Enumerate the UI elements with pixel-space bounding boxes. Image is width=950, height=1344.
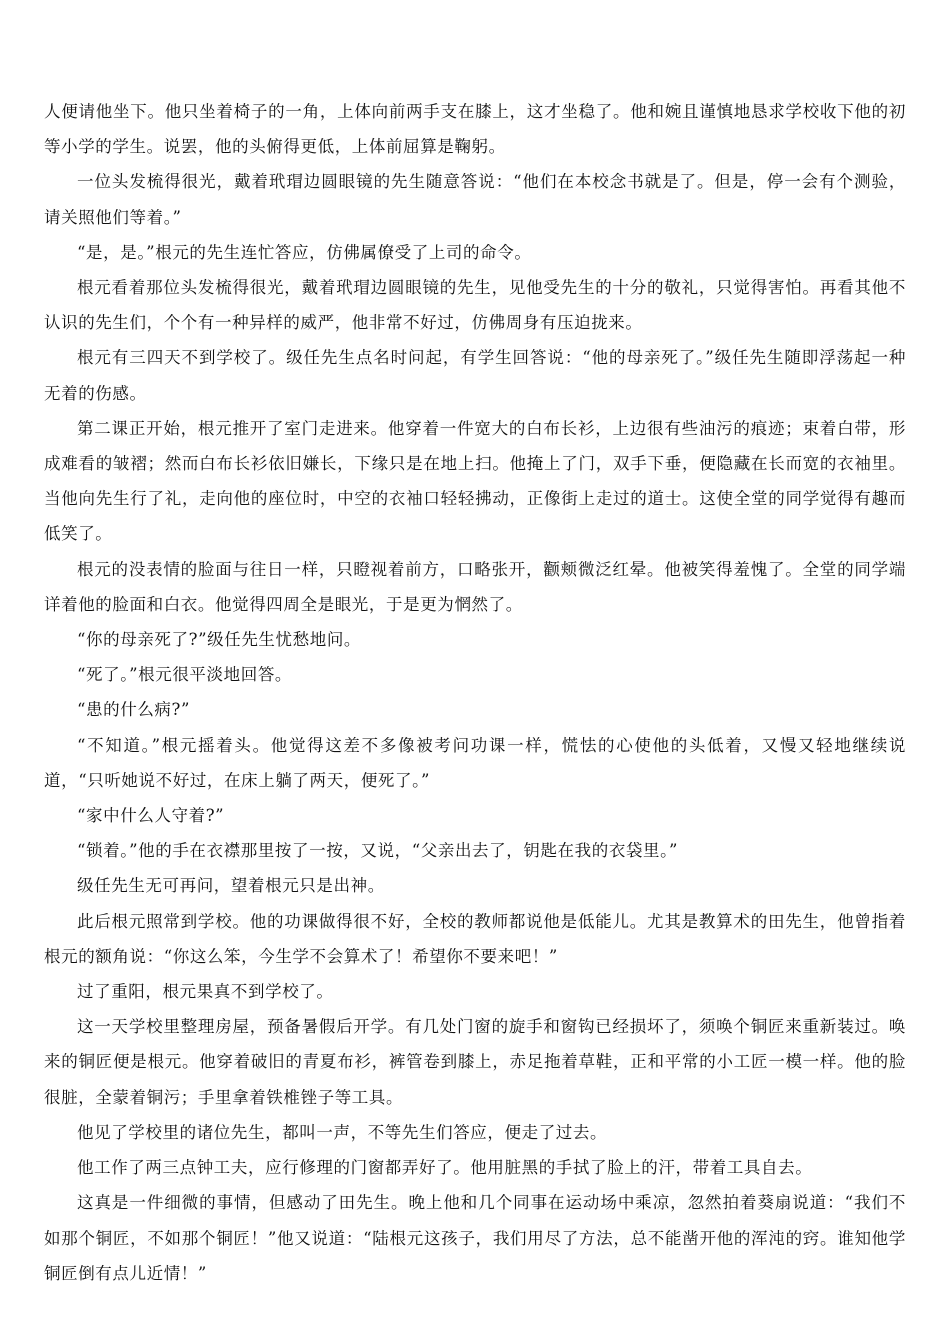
paragraph: 这一天学校里整理房屋，预备暑假后开学。有几处门窗的旋手和窗钩已经损坏了，须唤个铜匠来重新装过。唤来的铜匠便是根元。他穿着破旧的青夏布衫，裤管卷到膝上，赤足拖着草鞋，正和平常的小工匠一模一样。他的脸很脏，全蒙着铜污；手里拿着铁椎锉子等工具。	[44, 1017, 906, 1107]
paragraph: 人便请他坐下。他只坐着椅子的一角，上体向前两手支在膝上，这才坐稳了。他和婉且谨慎地恳求学校收下他的初等小学的学生。说罢，他的头俯得更低，上体前屈算是鞠躬。	[44, 102, 906, 157]
paragraph: 这真是一件细微的事情，但感动了田先生。晚上他和几个同事在运动场中乘凉，忽然拍着葵扇说道：“我们不如那个铜匠，不如那个铜匠！”他又说道：“陆根元这孩子，我们用尽了方法，总不能凿开他的浑沌的窍。谁知他学铜匠倒有点儿近情！”	[44, 1193, 906, 1283]
paragraph: “死了。”根元很平淡地回答。	[77, 665, 293, 685]
paragraph: “患的什么病?”	[77, 700, 191, 720]
paragraph: 级任先生无可再问，望着根元只是出神。	[77, 876, 385, 896]
paragraph: 根元的没表情的脸面与往日一样，只瞪视着前方，口略张开，颧颊微泛红晕。他被笑得羞愧了。全堂的同学端详着他的脸面和白衣。他觉得四周全是眼光，于是更为惘然了。	[44, 559, 906, 614]
paragraph: 过了重阳，根元果真不到学校了。	[77, 982, 334, 1002]
paragraph: “你的母亲死了?”级任先生忧愁地问。	[77, 630, 362, 650]
paragraph: 一位头发梳得很光，戴着玳瑁边圆眼镜的先生随意答说：“他们在本校念书就是了。但是，停一会有个测验，请关照他们等着。”	[44, 172, 906, 227]
paragraph: 他见了学校里的诸位先生，都叫一声，不等先生们答应，便走了过去。	[77, 1122, 608, 1142]
paragraph: 此后根元照常到学校。他的功课做得很不好，全校的教师都说他是低能儿。尤其是教算术的田先生，他曾指着根元的额角说：“你这么笨，今生学不会算术了！希望你不要来吧！”	[44, 911, 906, 966]
paragraph: 根元有三四天不到学校了。级任先生点名时问起，有学生回答说：“他的母亲死了。”级任先生随即浮荡起一种无着的伤感。	[44, 348, 906, 403]
paragraph: “不知道。”根元摇着头。他觉得这差不多像被考问功课一样，慌怯的心使他的头低着，又慢又轻地继续说道，“只听她说不好过，在床上躺了两天，便死了。”	[44, 735, 906, 790]
paragraph: “是，是。”根元的先生连忙答应，仿佛属僚受了上司的命令。	[77, 242, 532, 262]
paragraph: “锁着。”他的手在衣襟那里按了一按，又说，“父亲出去了，钥匙在我的衣袋里。”	[77, 841, 679, 861]
paragraph: 第二课正开始，根元推开了室门走进来。他穿着一件宽大的白布长衫，上边很有些油污的痕迹；束着白带，形成难看的皱褶；然而白布长衫依旧嫌长，下缘只是在地上扫。他掩上了门，双手下垂，便隐藏在长而宽的衣袖里。当他向先生行了礼，走向他的座位时，中空的衣袖口轻轻拂动，正像街上走过的道士。这使全堂的同学觉得有趣而低笑了。	[44, 418, 906, 544]
paragraph: 他工作了两三点钟工夫，应行修理的门窗都弄好了。他用脏黑的手拭了脸上的汗，带着工具自去。	[77, 1158, 813, 1178]
paragraph: “家中什么人守着?”	[77, 806, 225, 826]
paragraph: 根元看着那位头发梳得很光，戴着玳瑁边圆眼镜的先生，见他受先生的十分的敬礼，只觉得害怕。再看其他不认识的先生们，个个有一种异样的威严，他非常不好过，仿佛周身有压迫拢来。	[44, 278, 906, 333]
